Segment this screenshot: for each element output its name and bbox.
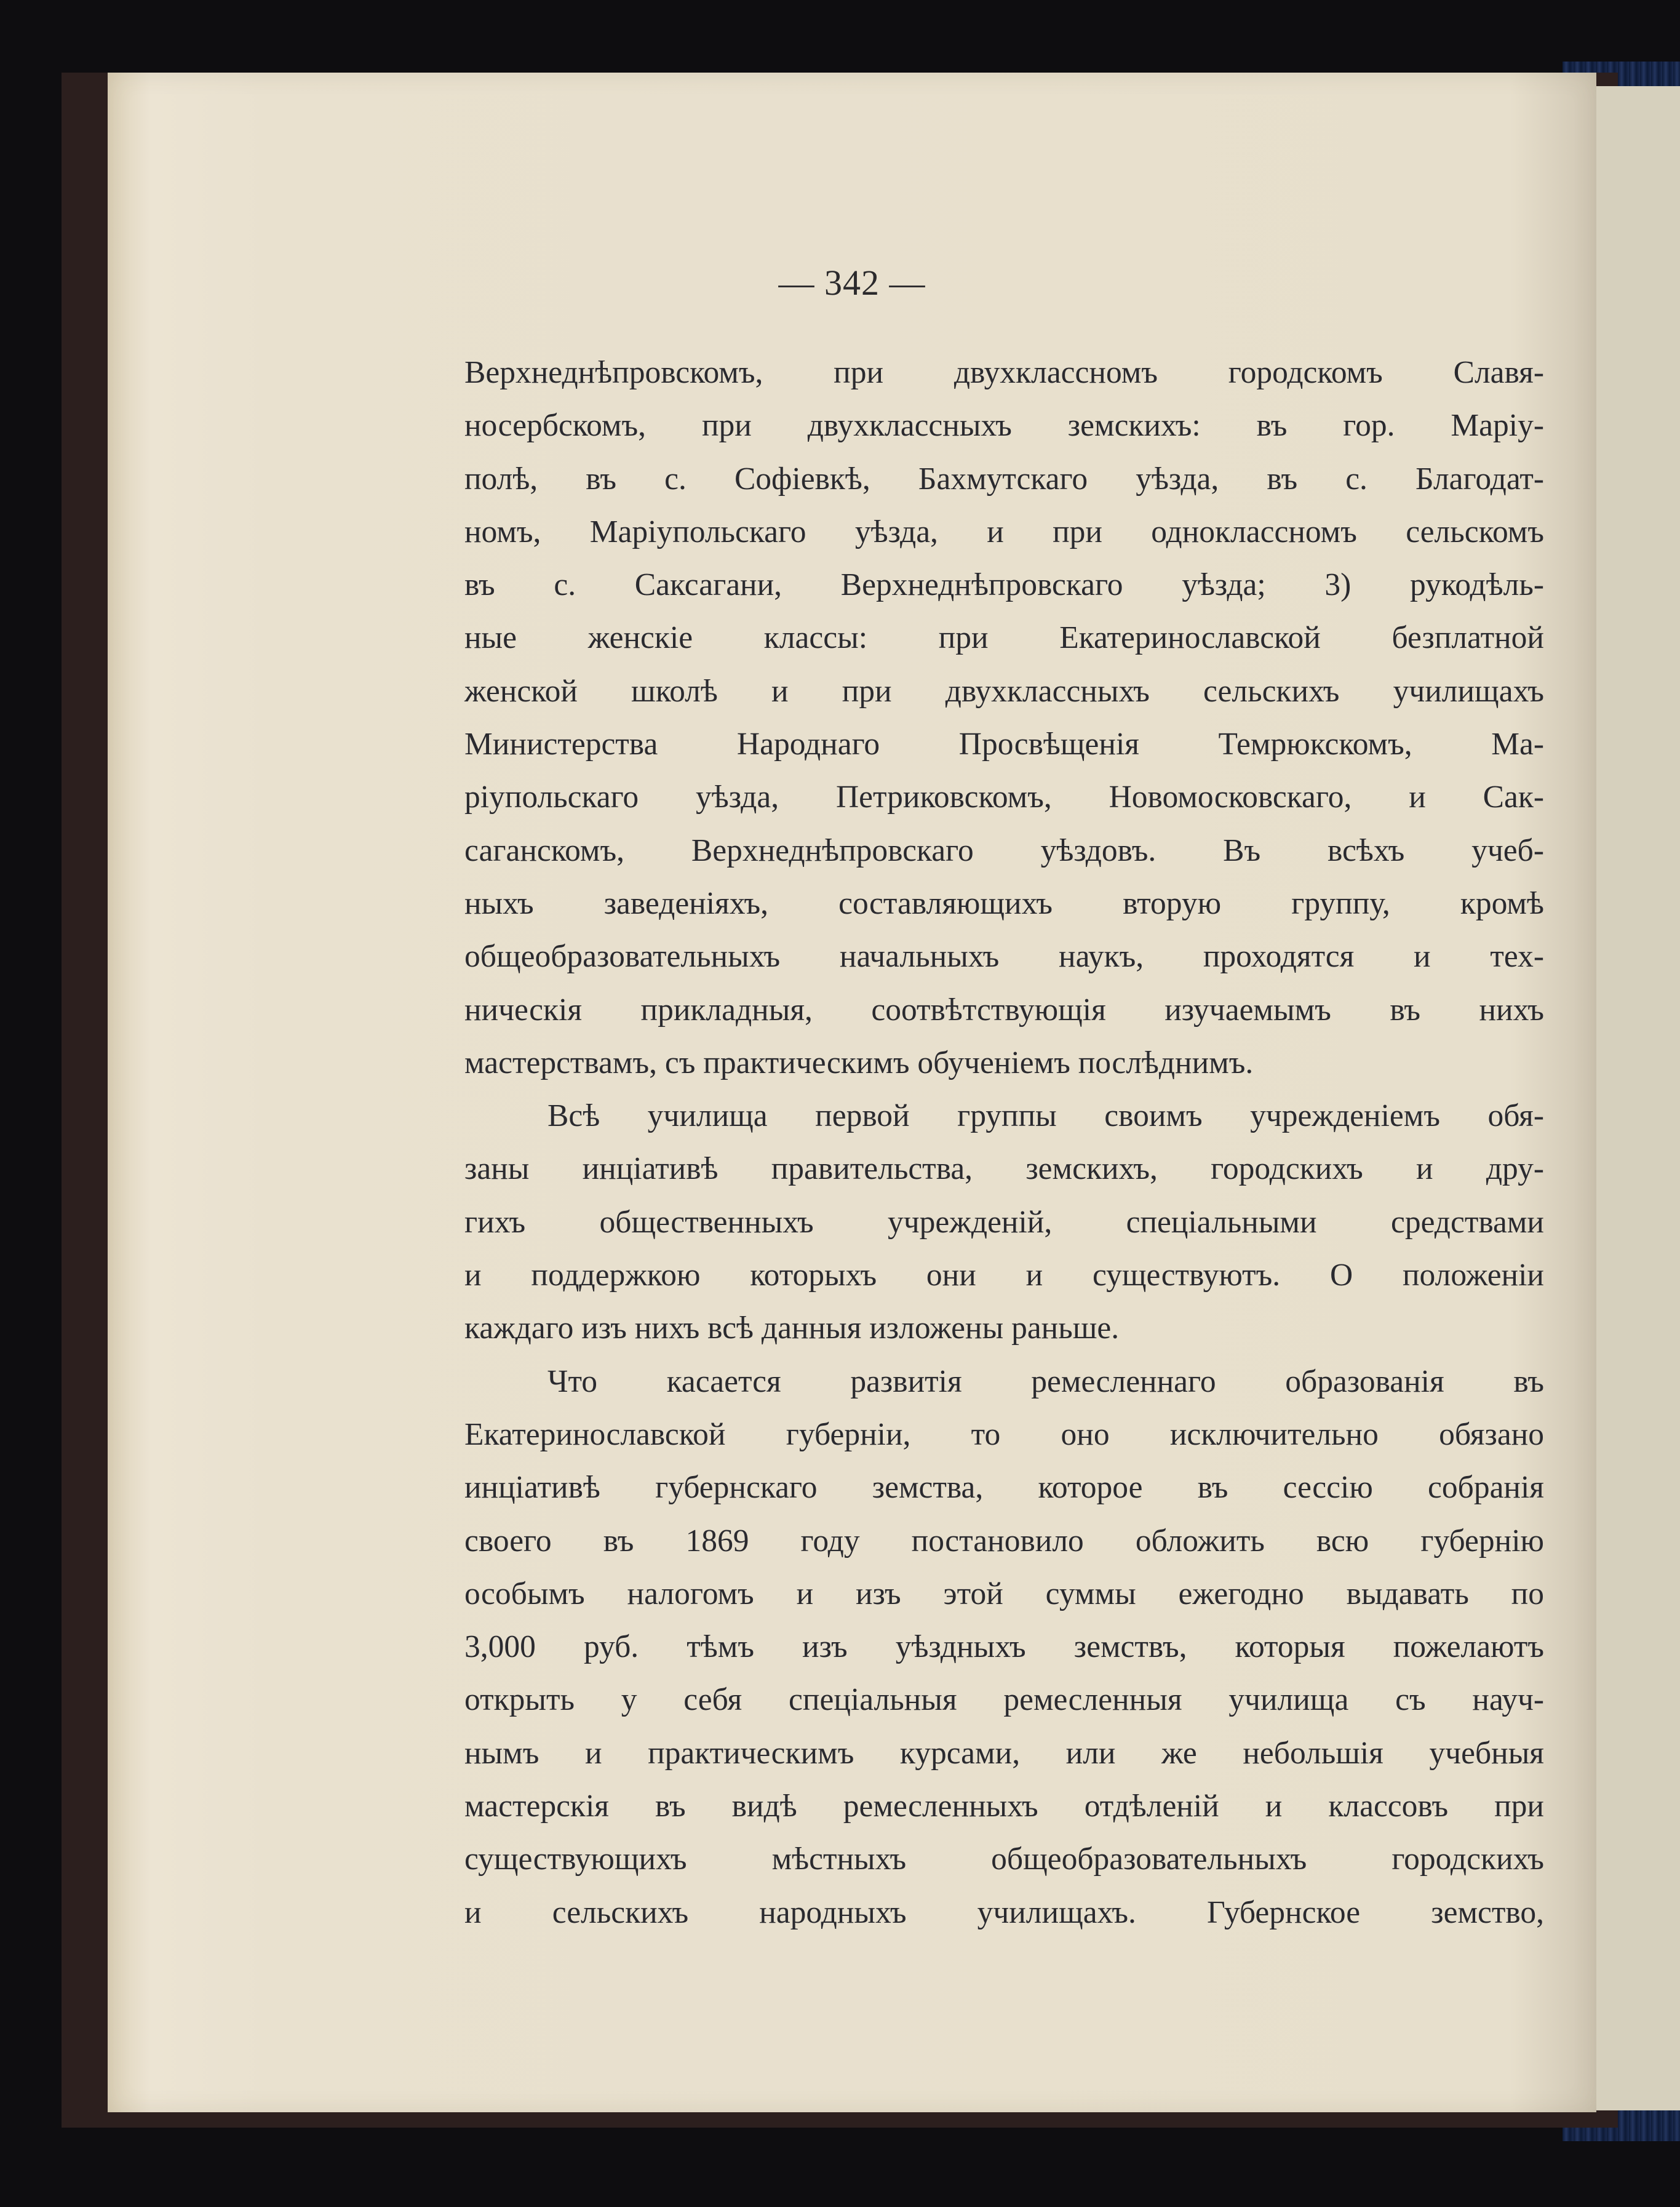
text-line: ническія прикладныя, соотвѣтствующія изучаемымъ въ нихъ xyxy=(464,992,1544,1028)
text-line: и поддержкою которыхъ они и существуютъ. О положеніи xyxy=(464,1258,1544,1293)
text-line: въ с. Саксагани, Верхнеднѣпровскаго уѣзда; 3) рукодѣль- xyxy=(464,567,1544,603)
text-line: и сельскихъ народныхъ училищахъ. Губернское земство, xyxy=(464,1894,1544,1930)
text-line: саганскомъ, Верхнеднѣпровскаго уѣздовъ. Въ всѣхъ учеб- xyxy=(464,832,1544,868)
text-line: общеобразовательныхъ начальныхъ наукъ, проходятся и тех- xyxy=(464,939,1544,975)
text-line: ныхъ заведеніяхъ, составляющихъ вторую группу, кромѣ xyxy=(464,885,1544,921)
text-line: ріупольскаго уѣзда, Петриковскомъ, Новомосковскаго, и Сак- xyxy=(464,780,1544,815)
text-line: существующихъ мѣстныхъ общеобразовательныхъ городскихъ xyxy=(464,1842,1544,1877)
text-line: носербскомъ, при двухклассныхъ земскихъ: въ гор. Маріу- xyxy=(464,408,1544,444)
text-line: полѣ, въ с. Софіевкѣ, Бахмутскаго уѣзда, въ с. Благодат- xyxy=(464,461,1544,497)
paragraph-2 xyxy=(464,1090,1544,1355)
text-line: женской школѣ и при двухклассныхъ сельскихъ училищахъ xyxy=(464,673,1544,709)
text-line: каждаго изъ нихъ всѣ данныя изложены раньше. xyxy=(464,1311,1120,1346)
paragraph-1 xyxy=(464,346,1544,1090)
text-line: Верхнеднѣпровскомъ, при двухклассномъ городскомъ Славя- xyxy=(464,355,1544,390)
text-line: 3,000 руб. тѣмъ изъ уѣздныхъ земствъ, которыя пожелаютъ xyxy=(464,1629,1544,1665)
adjacent-page-edge xyxy=(1593,86,1680,2110)
text-line: Всѣ училища первой группы своимъ учрежденіемъ обя- xyxy=(547,1098,1544,1134)
page-text xyxy=(464,346,1544,1939)
text-line: номъ, Маріупольскаго уѣзда, и при одноклассномъ сельскомъ xyxy=(464,514,1544,549)
text-line: гихъ общественныхъ учрежденій, спеціальными средствами xyxy=(464,1204,1544,1240)
page-number: — 342 — xyxy=(778,263,926,303)
text-line: мастерствамъ, съ практическимъ обученіемъ послѣднимъ. xyxy=(464,1045,1254,1080)
text-line: Екатеринославской губерніи, то оно исключительно обязано xyxy=(464,1416,1544,1452)
text-line: заны инціативѣ правительства, земскихъ, городскихъ и дру- xyxy=(464,1151,1544,1187)
paragraph-3 xyxy=(464,1355,1544,1939)
text-line: Министерства Народнаго Просвѣщенія Темрюкскомъ, Ма- xyxy=(464,727,1544,762)
text-line: ные женскіе классы: при Екатеринославской безплатной xyxy=(464,620,1544,656)
text-line: своего въ 1869 году постановило обложить всю губернію xyxy=(464,1523,1544,1558)
book-page xyxy=(108,73,1596,2112)
text-line: нымъ и практическимъ курсами, или же небольшія учебныя xyxy=(464,1735,1544,1771)
text-line: мастерскія въ видѣ ремесленныхъ отдѣленій и классовъ при xyxy=(464,1789,1544,1824)
text-line: инціативѣ губернскаго земства, которое въ сессію собранія xyxy=(464,1470,1544,1506)
text-line: Что касается развитія ремесленнаго образованія въ xyxy=(547,1363,1544,1399)
text-line: особымъ налогомъ и изъ этой суммы ежегодно выдавать по xyxy=(464,1576,1544,1611)
text-line: открыть у себя спеціальныя ремесленныя училища съ науч- xyxy=(464,1682,1544,1718)
